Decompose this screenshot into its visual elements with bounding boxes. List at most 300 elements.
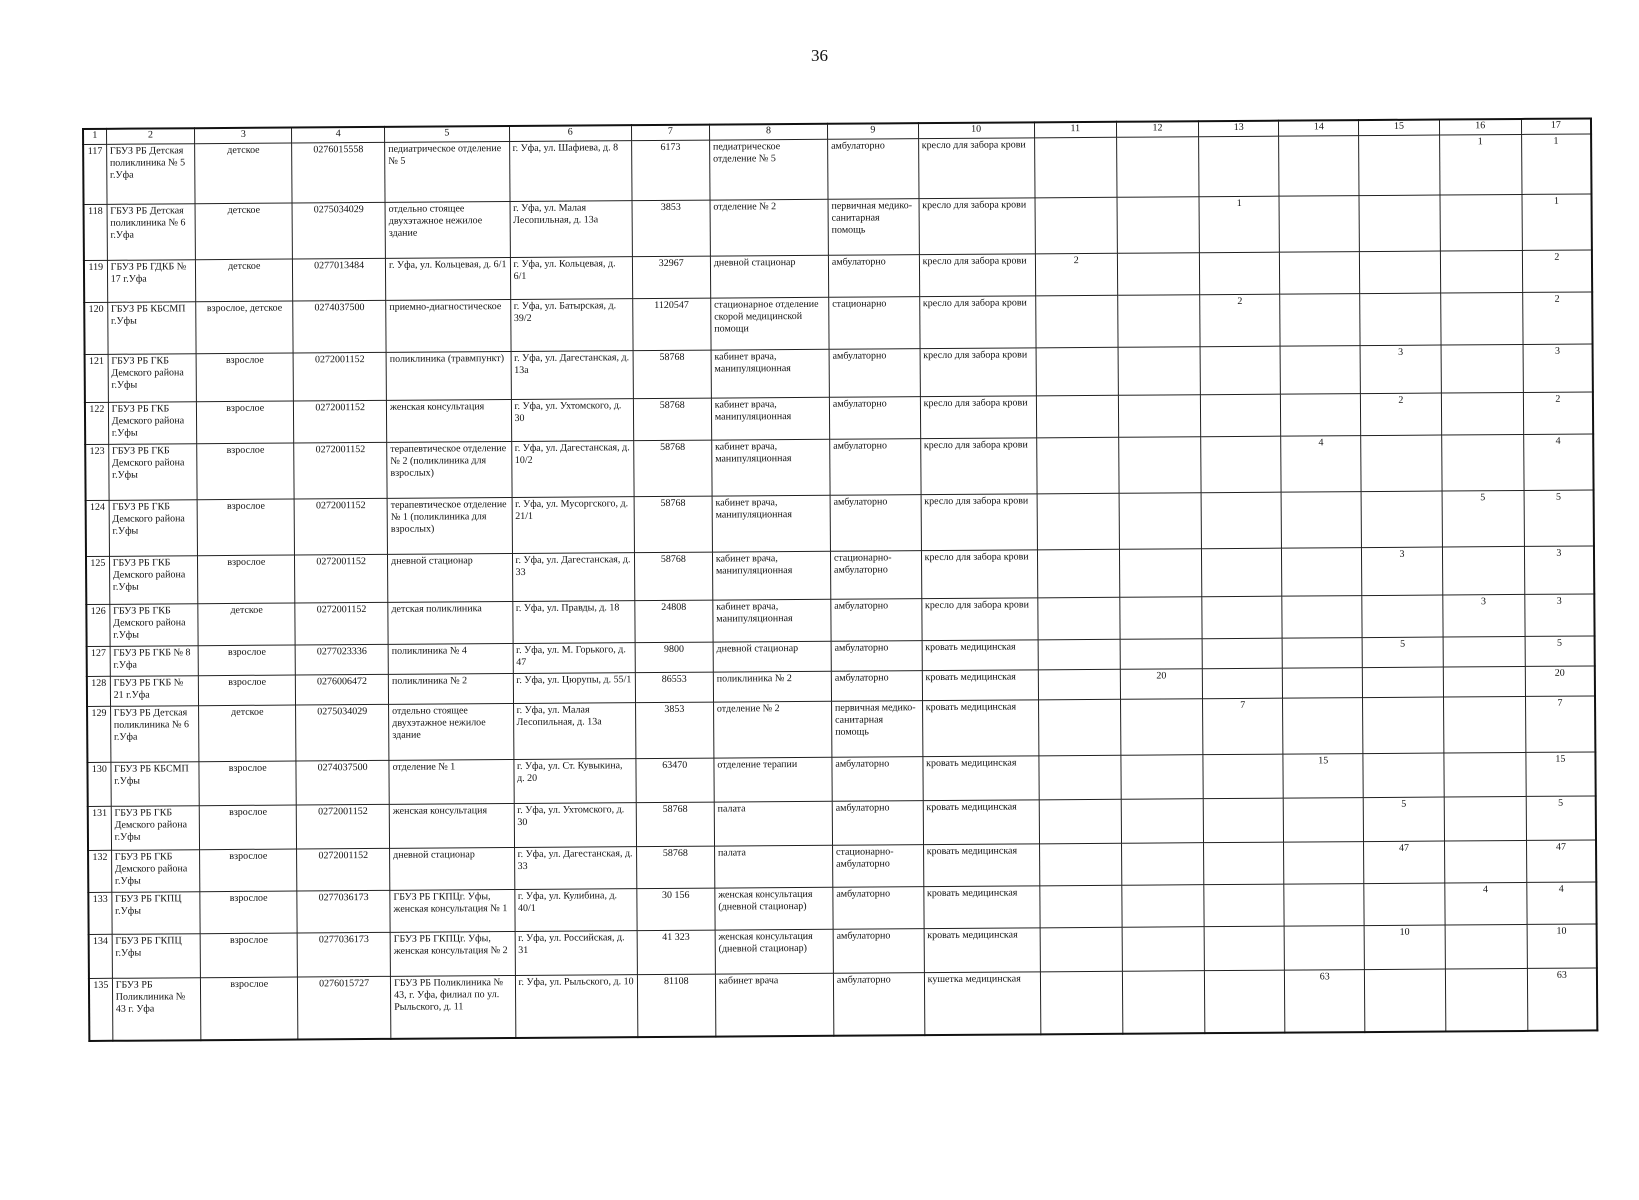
address: г. Уфа, ул. Малая Лесопильная, д. 13а [510,201,633,258]
total-count: 5 [1524,490,1594,546]
code-value: 63470 [636,758,714,803]
equipment-item: кресло для забора крови [921,550,1037,599]
table-row [84,194,1592,261]
division-name: отдельно стоящее двухэтажное нежилое здание [385,202,510,259]
col-12 [1122,927,1205,972]
organization-name: ГБУЗ РБ ГКБ Демского района г.Уфы [110,604,199,647]
equipment-item: кресло для забора крови [920,438,1036,495]
col-11 [1040,971,1123,1034]
total-count: 7 [1525,696,1595,752]
equipment-item: кровать медицинская [922,700,1038,757]
inn-code: 0277013484 [293,258,386,301]
col-14: 4 [1281,436,1362,493]
address: г. Уфа, ул. Правды, д. 18 [512,601,635,644]
care-mode: первичная медико-санитарная помощь [828,199,919,256]
organization-name: ГБУЗ РБ Детская поликлиника № 6 г.Уфа [107,204,196,261]
col-11 [1039,885,1122,928]
row-number: 124 [86,500,110,556]
col-13 [1203,798,1283,843]
equipment-item: кресло для забора крови [921,598,1037,641]
col-16 [1441,344,1524,393]
col-13 [1204,926,1284,971]
column-header-2: 2 [106,128,195,144]
column-header-14: 14 [1279,120,1359,136]
col-13: 7 [1203,698,1284,755]
address: г. Уфа, ул. Малая Лесопильная, д. 13а [513,703,636,760]
column-header-12: 12 [1116,121,1198,137]
care-mode: амбулаторно [831,599,922,642]
address: г. Уфа, ул. Шафиева, д. 8 [509,141,632,202]
patient-type: детское [196,259,293,302]
col-14 [1284,842,1364,885]
division-name: отдельно стоящее двухэтажное нежилое здание [389,704,514,761]
col-15: 5 [1364,797,1444,842]
total-count: 10 [1527,924,1597,968]
col-14 [1284,884,1364,927]
row-number: 129 [87,706,111,762]
address: г. Уфа, ул. Дагестанская, д. 33 [512,553,635,602]
col-11: 2 [1035,253,1118,296]
care-mode: амбулаторно [833,973,924,1036]
division-name: поликлиника № 2 [388,674,513,705]
col-15: 10 [1364,925,1444,970]
col-16 [1443,696,1526,753]
inn-code: 0272001152 [295,554,388,603]
col-13 [1203,754,1283,799]
column-header-5: 5 [385,126,510,142]
col-11 [1037,597,1120,640]
col-13: 1 [1199,196,1280,253]
division-name: дневной стационар [388,554,513,603]
column-header-13: 13 [1199,121,1279,137]
row-number: 134 [89,934,112,978]
patient-type: взрослое [198,555,295,604]
care-mode: амбулаторно [829,397,920,440]
col-16 [1444,796,1527,841]
address: г. Уфа, ул. Дагестанская, д. 13а [511,351,634,400]
col-12 [1117,253,1200,296]
col-16 [1445,924,1528,969]
patient-type: взрослое [199,675,296,706]
col-14 [1282,638,1362,669]
col-15 [1364,883,1444,926]
col-13 [1204,842,1284,885]
col-11 [1038,699,1121,756]
inn-code: 0275034029 [296,704,389,761]
col-15 [1359,135,1440,196]
col-11 [1038,639,1120,670]
total-count: 3 [1524,546,1594,594]
col-12 [1120,699,1203,756]
total-count: 3 [1523,344,1593,392]
patient-type: взрослое [200,891,297,934]
care-mode: стационарно-амбулаторно [830,551,921,600]
column-header-17: 17 [1521,118,1591,134]
place-name: кабинет врача, манипуляционная [712,439,830,496]
division-name: детская поликлиника [388,602,513,645]
column-header-1: 1 [83,129,106,145]
col-12 [1120,639,1202,670]
col-16 [1445,968,1528,1031]
equipment-item: кресло для забора крови [920,348,1036,397]
col-12 [1122,971,1205,1034]
total-count: 15 [1526,752,1596,796]
row-number: 133 [88,892,111,934]
col-12 [1121,799,1204,844]
division-name: г. Уфа, ул. Кольцевая, д. 6/1 [385,258,510,301]
division-name: поликлиника № 4 [388,644,513,675]
col-15: 5 [1362,637,1442,668]
inn-code: 0275034029 [292,202,385,259]
equipment-item: кровать медицинская [922,640,1038,671]
row-number: 135 [89,978,113,1040]
row-number: 125 [86,556,110,604]
care-mode: стационарно-амбулаторно [832,845,923,888]
organization-name: ГБУЗ РБ ГКБ Демского района г.Уфы [111,806,200,851]
care-mode: амбулаторно [831,671,922,702]
table-row [85,434,1593,501]
inn-code: 0276015558 [292,142,385,203]
code-value: 81108 [637,974,715,1037]
col-12 [1119,549,1202,598]
column-header-6: 6 [509,125,631,141]
col-16 [1440,292,1523,345]
column-header-9: 9 [827,123,918,139]
division-name: женская консультация [389,804,514,849]
place-name: кабинет врача, манипуляционная [711,349,829,398]
col-11 [1035,295,1118,348]
total-count: 1 [1522,194,1592,250]
place-name: кабинет врача, манипуляционная [712,495,830,552]
place-name: женская консультация (дневной стационар) [715,929,833,974]
patient-type: взрослое [197,499,294,556]
col-13 [1202,638,1282,669]
table-row [87,696,1595,763]
table-row [86,490,1594,557]
inn-code: 0276015727 [298,976,391,1039]
division-name: приемно-диагностическое [386,300,511,353]
address: г. Уфа, ул. Мусоргского, д. 21/1 [512,497,635,554]
inn-code: 0272001152 [293,352,386,401]
col-13 [1202,668,1282,699]
inn-code: 0276006472 [296,674,389,705]
col-14 [1279,196,1360,253]
col-11 [1039,755,1122,800]
row-number: 128 [87,676,110,706]
row-number: 126 [86,604,109,646]
col-15 [1363,697,1444,754]
col-14 [1282,596,1362,639]
page-number: 36 [811,46,828,65]
patient-type: взрослое [200,849,297,892]
col-12 [1121,755,1204,800]
code-value: 24808 [635,600,713,643]
col-16 [1440,194,1523,251]
organization-name: ГБУЗ РБ КБСМП г.Уфы [107,302,196,355]
col-16 [1444,840,1527,883]
patient-type: взрослое [197,443,294,500]
care-mode: стационарно [829,297,920,350]
col-15 [1365,969,1446,1032]
row-number: 120 [84,302,108,354]
division-name: терапевтическое отделение № 1 (поликлиника для взрослых) [387,498,512,555]
col-12 [1117,197,1200,254]
total-count: 2 [1522,292,1592,344]
col-16 [1440,250,1523,293]
total-count: 2 [1523,392,1593,434]
equipment-item: кровать медицинская [923,886,1039,929]
equipment-table-container [82,117,1598,1041]
care-mode: первичная медико-санитарная помощь [831,701,922,758]
patient-type: взрослое [199,761,296,806]
code-value: 30 156 [637,888,715,931]
address: г. Уфа, ул. Рыльского, д. 10 [515,975,638,1038]
place-name: палата [714,845,832,888]
place-name: палата [714,801,832,846]
address: г. Уфа, ул. Ухтомского, д. 30 [514,803,637,848]
code-value: 32967 [632,256,710,299]
col-16 [1441,434,1524,491]
care-mode: амбулаторно [830,495,921,552]
code-value: 86553 [635,672,713,703]
patient-type: взрослое [198,645,295,676]
care-mode: амбулаторно [828,139,919,200]
patient-type: взрослое [197,401,294,444]
place-name: отделение № 2 [713,701,831,758]
division-name: женская консультация [386,400,511,443]
division-name: терапевтическое отделение № 2 (поликлиника для взрослых) [387,442,512,499]
organization-name: ГБУЗ РБ ГКБ Демского района г.Уфы [111,850,200,893]
col-13 [1199,136,1280,197]
total-count: 63 [1527,968,1597,1030]
col-14 [1282,548,1362,597]
col-11 [1037,549,1120,598]
col-14 [1281,394,1361,437]
code-value: 58768 [636,802,714,847]
col-16: 5 [1442,490,1525,547]
col-13 [1200,252,1280,295]
col-12 [1118,347,1201,396]
code-value: 58768 [634,496,712,553]
code-value: 41 323 [637,930,715,975]
organization-name: ГБУЗ РБ Детская поликлиника № 6 г.Уфа [110,706,199,763]
col-14 [1283,668,1363,699]
code-value: 58768 [633,350,711,399]
row-number: 130 [87,762,110,806]
col-15: 47 [1364,841,1444,884]
total-count: 47 [1526,840,1596,882]
patient-type: детское [199,705,296,762]
col-15 [1363,753,1443,798]
organization-name: ГБУЗ РБ ГКПЦ г.Уфы [112,892,201,935]
patient-type: взрослое [201,977,298,1040]
patient-type: взрослое [199,805,296,850]
col-15 [1361,491,1442,548]
equipment-item: кресло для забора крови [918,138,1034,199]
col-11 [1036,395,1119,438]
equipment-item: кресло для забора крови [919,296,1035,349]
col-13 [1201,436,1282,493]
col-16 [1441,392,1524,435]
division-name: поликлиника (травмпункт) [386,352,511,401]
col-15: 3 [1360,345,1440,394]
col-12 [1119,493,1202,550]
address: г. Уфа, ул. Батырская, д. 39/2 [510,299,633,352]
col-15: 3 [1362,547,1442,596]
equipment-item: кресло для забора крови [921,494,1037,551]
inn-code: 0277036173 [297,890,390,933]
organization-name: ГБУЗ РБ ГКБ Демского района г.Уфы [108,402,197,445]
row-number: 117 [83,144,107,204]
column-header-3: 3 [195,128,292,144]
column-header-8: 8 [709,124,827,140]
row-number: 118 [84,204,108,260]
place-name: кабинет врача [715,973,834,1036]
organization-name: ГБУЗ РБ ГКБ № 21 г.Уфа [110,676,199,707]
address: г. Уфа, ул. Кольцевая, д. 6/1 [510,257,633,300]
organization-name: ГБУЗ РБ ГКБ Демского района г.Уфы [109,500,198,557]
place-name: дневной стационар [710,255,828,298]
col-12 [1121,843,1204,886]
row-number: 127 [87,646,110,676]
place-name: отделение № 2 [710,199,828,256]
organization-name: ГБУЗ РБ ГКБ Демского района г.Уфы [108,354,197,403]
division-name: ГБУЗ РБ ГКПЦг. Уфы, женская консультация № 2 [390,931,515,976]
address: г. Уфа, ул. Дагестанская, д. 33 [514,847,637,890]
address: г. Уфа, ул. М. Горького, д. 47 [513,643,636,674]
place-name: стационарное отделение скорой медицинской помощи [711,297,829,350]
col-14 [1284,926,1364,971]
col-13 [1201,492,1282,549]
col-13 [1202,548,1282,597]
equipment-table [82,117,1598,1041]
column-header-10: 10 [918,122,1034,138]
col-14 [1280,346,1360,395]
column-header-15: 15 [1359,120,1439,136]
col-16: 4 [1444,882,1527,925]
col-11 [1038,669,1120,700]
equipment-item: кушетка медицинская [924,972,1040,1035]
organization-name: ГБУЗ РБ ГКБ Демского района г.Уфы [108,444,197,501]
col-16 [1443,666,1525,697]
inn-code: 0277036173 [297,932,390,977]
equipment-item: кровать медицинская [923,800,1039,845]
col-12 [1118,295,1201,348]
col-11 [1034,137,1117,198]
care-mode: амбулаторно [832,757,923,802]
care-mode: амбулаторно [831,641,922,672]
organization-name: ГБУЗ РБ ГКБ Демского района г.Уфы [109,556,198,605]
row-number: 123 [85,444,109,500]
code-value: 3853 [632,200,710,257]
patient-type: взрослое [200,933,297,978]
inn-code: 0272001152 [295,602,388,645]
col-11 [1037,493,1120,550]
patient-type: детское [195,203,292,260]
col-11 [1036,347,1119,396]
organization-name: ГБУЗ РБ КБСМП г.Уфы [111,762,200,807]
col-13 [1204,884,1284,927]
organization-name: ГБУЗ РБ ГДКБ № 17 г.Уфа [107,260,196,303]
division-name: отделение № 1 [389,760,514,805]
code-value: 58768 [634,440,712,497]
place-name: отделение терапии [714,757,832,802]
equipment-item: кресло для забора крови [920,396,1036,439]
col-16: 1 [1439,134,1522,195]
col-14 [1279,136,1360,197]
col-11 [1039,799,1122,844]
col-13 [1200,394,1280,437]
address: г. Уфа, ул. Цюрупы, д. 55/1 [513,673,636,704]
col-12 [1118,395,1201,438]
inn-code: 0272001152 [297,848,390,891]
col-14: 63 [1285,970,1366,1033]
row-number: 121 [85,354,109,402]
place-name: педиатрическое отделение № 5 [709,139,828,200]
col-12 [1122,885,1205,928]
col-13 [1205,970,1286,1033]
column-header-16: 16 [1439,119,1521,135]
address: г. Уфа, ул. Дагестанская, д. 10/2 [511,441,634,498]
col-15 [1360,251,1440,294]
organization-name: ГБУЗ РБ Детская поликлиника № 5 г.Уфа [106,144,195,205]
col-12: 20 [1120,669,1202,700]
col-16 [1442,546,1525,595]
inn-code: 0272001152 [294,498,387,555]
col-16 [1443,636,1525,667]
patient-type: взрослое [196,353,293,402]
total-count: 3 [1525,594,1595,636]
row-number: 122 [85,402,108,444]
code-value: 6173 [631,140,709,201]
col-11 [1040,927,1123,972]
place-name: дневной стационар [713,641,831,672]
col-12 [1116,137,1199,198]
col-15 [1362,595,1442,638]
row-number: 132 [88,850,111,892]
inn-code: 0272001152 [297,804,390,849]
patient-type: взрослое, детское [196,301,293,354]
equipment-item: кровать медицинская [923,844,1039,887]
col-12 [1119,437,1202,494]
total-count: 20 [1525,666,1595,696]
col-16 [1443,752,1526,797]
equipment-item: кровать медицинская [923,756,1039,801]
table-row [89,968,1597,1041]
place-name: кабинет врача, манипуляционная [711,397,829,440]
col-13 [1200,346,1280,395]
col-16: 3 [1442,594,1525,637]
address: г. Уфа, ул. Кулибина, д. 40/1 [514,889,637,932]
row-number: 131 [88,806,111,850]
col-11 [1039,843,1122,886]
col-15: 2 [1361,393,1441,436]
inn-code: 0272001152 [294,400,387,443]
division-name: ГБУЗ РБ Поликлиника № 43, г. Уфа, филиал по ул. Рыльского, д. 11 [391,975,516,1038]
col-15 [1363,667,1443,698]
inn-code: 0274037500 [296,760,389,805]
place-name: женская консультация (дневной стационар) [715,887,833,930]
inn-code: 0277023336 [295,644,388,675]
division-name: дневной стационар [390,848,515,891]
equipment-item: кресло для забора крови [919,254,1035,297]
division-name: педиатрическое отделение № 5 [385,142,510,203]
col-11 [1036,437,1119,494]
division-name: ГБУЗ РБ ГКПЦг. Уфы, женская консультация № 1 [390,890,515,933]
col-14: 15 [1283,754,1363,799]
column-header-11: 11 [1034,122,1116,138]
total-count: 5 [1526,796,1596,840]
